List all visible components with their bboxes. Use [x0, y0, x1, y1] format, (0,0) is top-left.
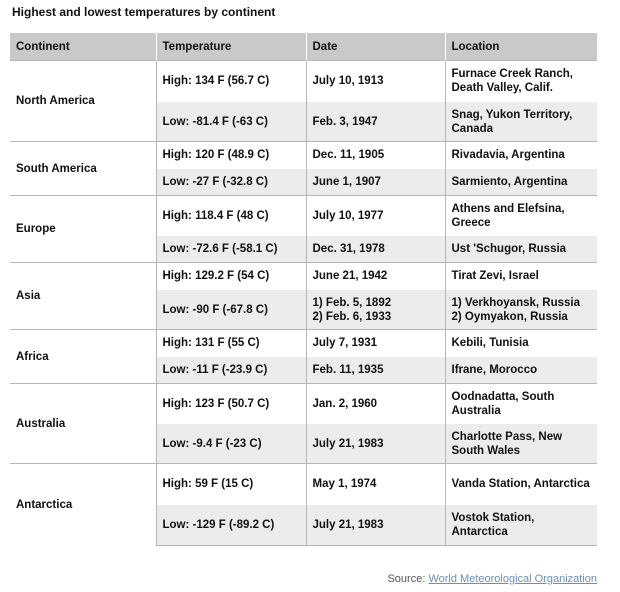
temperature-cell: High: 59 F (15 C) — [156, 464, 306, 505]
location-cell: Rivadavia, Argentina — [445, 142, 597, 169]
location-cell: Ust 'Schugor, Russia — [445, 236, 597, 263]
table-title: Highest and lowest temperatures by continent — [12, 5, 276, 19]
date-cell: Feb. 11, 1935 — [306, 357, 445, 384]
continent-cell: North America — [10, 61, 156, 142]
source-label: Source: — [387, 573, 426, 585]
table-row — [10, 142, 597, 169]
location-cell: Vanda Station, Antarctica — [445, 464, 597, 505]
location-cell: Tirat Zevi, Israel — [445, 263, 597, 290]
location-cell: Snag, Yukon Territory, Canada — [445, 102, 597, 142]
location-cell: Athens and Elefsina, Greece — [445, 196, 597, 236]
date-cell: Dec. 31, 1978 — [306, 236, 445, 263]
location-cell: Charlotte Pass, New South Wales — [445, 424, 597, 464]
temperature-table — [10, 33, 597, 546]
temperature-cell: High: 134 F (56.7 C) — [156, 61, 306, 102]
table-row — [10, 263, 597, 290]
continent-cell: Europe — [10, 196, 156, 263]
continent-cell: South America — [10, 142, 156, 196]
location-cell: Oodnadatta, South Australia — [445, 384, 597, 424]
date-cell: Jan. 2, 1960 — [306, 384, 445, 424]
temperature-cell: Low: -129 F (-89.2 C) — [156, 505, 306, 546]
location-cell: Furnace Creek Ranch, Death Valley, Calif. — [445, 61, 597, 102]
temperature-cell: Low: -9.4 F (-23 C) — [156, 424, 306, 464]
location-cell: Sarmiento, Argentina — [445, 169, 597, 196]
temperature-cell: Low: -72.6 F (-58.1 C) — [156, 236, 306, 263]
date-cell: July 7, 1931 — [306, 330, 445, 357]
date-cell: June 1, 1907 — [306, 169, 445, 196]
header-temperature: Temperature — [156, 33, 306, 61]
header-location: Location — [445, 33, 597, 61]
header-date: Date — [306, 33, 445, 61]
date-cell: July 10, 1977 — [306, 196, 445, 236]
date-cell: June 21, 1942 — [306, 263, 445, 290]
temperature-cell: Low: -81.4 F (-63 C) — [156, 102, 306, 142]
temperature-cell: High: 120 F (48.9 C) — [156, 142, 306, 169]
table-row — [10, 330, 597, 357]
date-cell: 1) Feb. 5, 1892 2) Feb. 6, 1933 — [306, 290, 445, 330]
date-cell: May 1, 1974 — [306, 464, 445, 505]
date-cell: July 21, 1983 — [306, 505, 445, 546]
date-cell: Feb. 3, 1947 — [306, 102, 445, 142]
location-cell: 1) Verkhoyansk, Russia 2) Oymyakon, Russia — [445, 290, 597, 330]
table-row — [10, 464, 597, 505]
location-cell: Ifrane, Morocco — [445, 357, 597, 384]
table-row — [10, 384, 597, 424]
continent-cell: Australia — [10, 384, 156, 464]
continent-cell: Antarctica — [10, 464, 156, 546]
date-cell: July 10, 1913 — [306, 61, 445, 102]
temperature-cell: Low: -11 F (-23.9 C) — [156, 357, 306, 384]
temperature-cell: High: 131 F (55 C) — [156, 330, 306, 357]
date-cell: Dec. 11, 1905 — [306, 142, 445, 169]
source-note — [387, 573, 597, 585]
continent-cell: Africa — [10, 330, 156, 384]
temperature-cell: High: 118.4 F (48 C) — [156, 196, 306, 236]
header-row — [10, 33, 597, 61]
temperature-cell: High: 123 F (50.7 C) — [156, 384, 306, 424]
table-row — [10, 196, 597, 236]
temperature-cell: Low: -90 F (-67.8 C) — [156, 290, 306, 330]
location-cell: Kebili, Tunisia — [445, 330, 597, 357]
date-cell: July 21, 1983 — [306, 424, 445, 464]
location-cell: Vostok Station, Antarctica — [445, 505, 597, 546]
temperature-cell: Low: -27 F (-32.8 C) — [156, 169, 306, 196]
source-link[interactable]: World Meteorological Organization — [428, 573, 597, 585]
temperature-cell: High: 129.2 F (54 C) — [156, 263, 306, 290]
header-continent: Continent — [10, 33, 156, 61]
table-row — [10, 61, 597, 102]
continent-cell: Asia — [10, 263, 156, 330]
